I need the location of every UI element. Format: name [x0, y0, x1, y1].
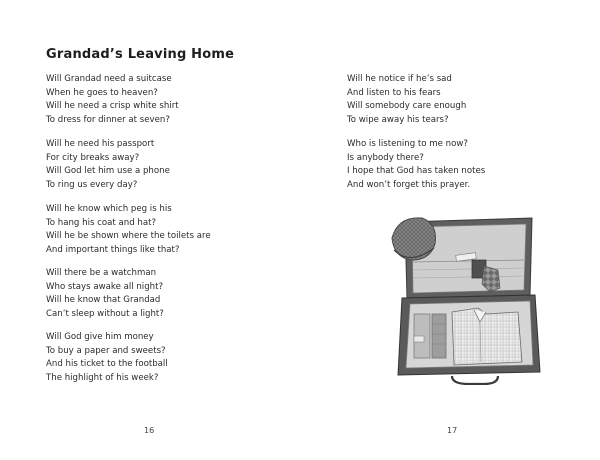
- poem-line: To ring us every day?: [46, 179, 138, 190]
- stanza-1: [46, 73, 179, 127]
- right-page: [300, 0, 600, 460]
- flat-cap-icon: [392, 218, 435, 260]
- poem-line: Will he be shown where the toilets are: [46, 231, 211, 242]
- poem-line: Will he need his passport: [46, 139, 155, 149]
- poem-line: And won’t forget this prayer.: [347, 179, 471, 190]
- poem-line: Will there be a watchman: [46, 268, 157, 278]
- poem-line: To dress for dinner at seven?: [46, 114, 170, 125]
- poem-line: Will he know which peg is his: [46, 204, 172, 214]
- poem-line: The highlight of his week?: [46, 372, 159, 383]
- stanza-7: [347, 138, 485, 192]
- stanza-2: [46, 138, 170, 192]
- poem-line: And important things like that?: [46, 244, 180, 255]
- stanza-3: [46, 203, 211, 257]
- poem-line: Will God give him money: [46, 332, 154, 342]
- poem-line: Will Grandad need a suitcase: [46, 74, 172, 84]
- poem-line: I hope that God has taken notes: [347, 166, 486, 177]
- page-number: 17: [447, 426, 458, 435]
- poem-line: To hang his coat and hat?: [46, 217, 157, 228]
- poem-line: To wipe away his tears?: [347, 114, 449, 125]
- poem-line: And his ticket to the football: [46, 359, 168, 370]
- poem-line: Is anybody there?: [347, 152, 424, 163]
- poem-line: Who is listening to me now?: [347, 139, 468, 149]
- poem-line: Will he need a crisp white shirt: [46, 101, 179, 112]
- stanza-5: [46, 331, 168, 385]
- poem-line: Who stays awake all night?: [46, 281, 164, 292]
- stanza-4: [46, 267, 164, 321]
- stanza-6: [347, 73, 466, 127]
- poem-title: Grandad’s Leaving Home: [46, 47, 235, 62]
- poem-line: Will he notice if he’s sad: [347, 74, 452, 84]
- folded-clothes-icon: [414, 314, 446, 358]
- poem-line: Can’t sleep without a light?: [46, 308, 164, 319]
- poem-line: And listen to his fears: [347, 87, 441, 98]
- poem-line: To buy a paper and sweets?: [46, 345, 166, 356]
- poem-line: Will God let him use a phone: [46, 166, 170, 177]
- suitcase-handle-icon: [452, 376, 498, 384]
- poem-line: Will somebody care enough: [347, 101, 467, 112]
- page-number: 16: [144, 426, 155, 435]
- poem-line: Will he know that Grandad: [46, 295, 161, 306]
- suitcase-illustration: [380, 210, 560, 385]
- poem-line: When he goes to heaven?: [46, 87, 158, 98]
- poem-line: For city breaks away?: [46, 152, 140, 163]
- shirt-icon: [452, 308, 522, 365]
